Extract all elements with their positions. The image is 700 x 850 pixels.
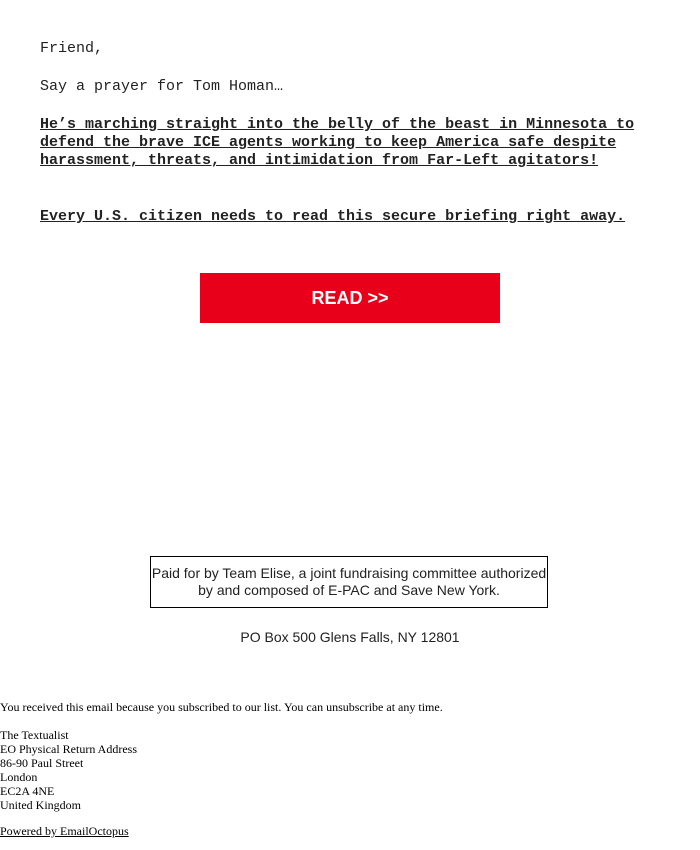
paid-for-by-disclaimer [150, 556, 548, 608]
powered-by-link[interactable]: Powered by EmailOctopus [0, 824, 129, 838]
address-line: The Textualist [0, 728, 69, 742]
greeting-text: Friend, [40, 40, 104, 57]
address-line: London [0, 770, 38, 784]
po-box-address: PO Box 500 Glens Falls, NY 12801 [240, 629, 460, 645]
headline-link[interactable]: He’s marching straight into the belly of the beast in Minnesota to defend the brave ICE agents working to keep America safe despite harassment, threats, and intimidation from Far-Left agitators! [40, 116, 635, 169]
address-line: United Kingdom [0, 798, 81, 812]
paid-for-by-text: Paid for by Team Elise, a joint fundraising committee authorized by and composed of E-PAC and Save New York. [151, 565, 547, 598]
address-line: EO Physical Return Address [0, 742, 137, 756]
briefing-link[interactable]: Every U.S. citizen needs to read this secure briefing right away. [40, 208, 626, 225]
subscription-notice: You received this email because you subscribed to our list. You can unsubscribe at any time. [0, 700, 443, 714]
prayer-line: Say a prayer for Tom Homan… [40, 78, 284, 95]
address-line: EC2A 4NE [0, 784, 55, 798]
sender-address [0, 728, 137, 812]
address-line: 86-90 Paul Street [0, 756, 84, 770]
read-button[interactable]: READ >> [200, 273, 500, 323]
